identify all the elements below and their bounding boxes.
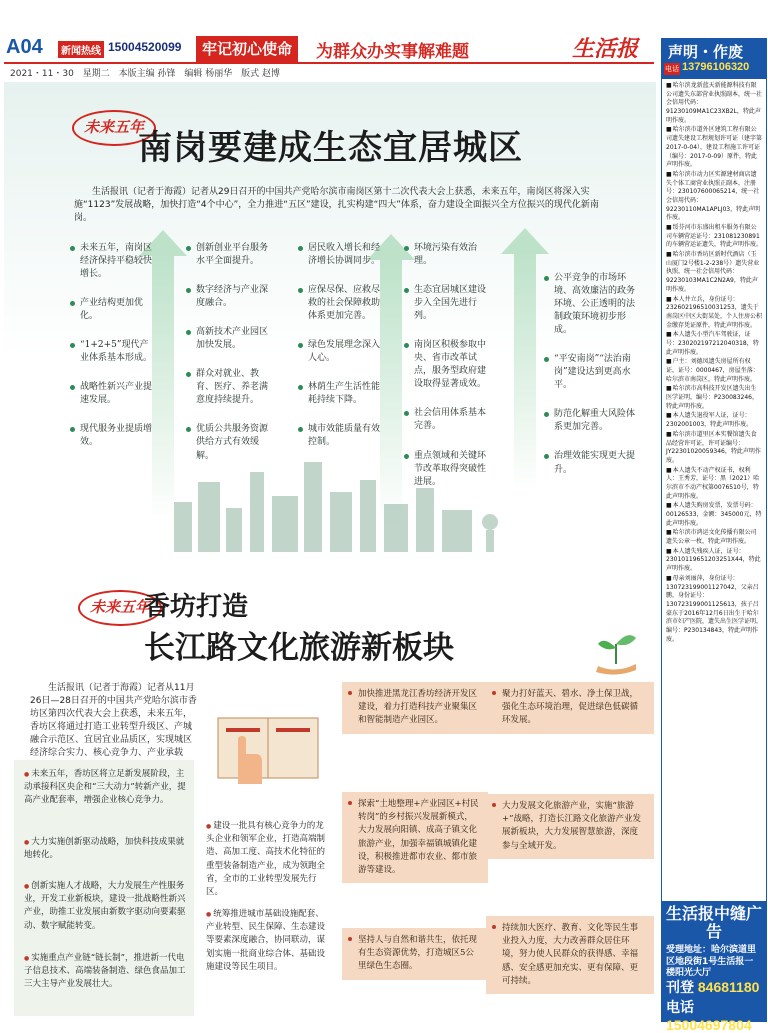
goal-item: 应保尽保、应救尽救的社会保障救助体系更加完善。 — [298, 284, 380, 323]
goal-item: 防范化解重大风险体系更加完善。 — [544, 408, 640, 434]
future-five-years-tag: 未来五年 — [72, 110, 156, 146]
plan-card-text: 坚持人与自然和谐共生，依托现有生态资源优势，打造城区5公里绿色生态圈。 — [358, 935, 478, 972]
notice-item: ■ 本人遗失残疾人证，证号：23010119651203251X44，特此声明作废。 — [666, 548, 762, 574]
goals-column-4 — [404, 242, 492, 505]
goal-item: 居民收入增长和经济增长协调同步。 — [298, 242, 380, 268]
goal-item: 社会信用体系基本完善。 — [404, 407, 492, 433]
goal-item: 生态宜居城区建设步入全国先进行列。 — [404, 284, 492, 323]
headline-xiangfang-line1: 香坊打造 — [144, 592, 249, 622]
slogan-right: 为群众办实事解难题 — [316, 42, 469, 62]
slogan-left: 牢记初心使命 — [196, 36, 298, 62]
goals-column-1 — [70, 242, 154, 466]
ad-phone-row — [666, 977, 759, 997]
notice-item: ■ 哈尔滨市鸿运文化传播有限公司遗失公章一枚，特此声明作废。 — [666, 529, 762, 546]
plan-item: ● 统筹推进城市基础设施配套、产业转型、民生保障、生态建设等要素深度融合，协同联动，谋划实施一批商业综合体、基础设施建设等民生项目。 — [206, 908, 332, 974]
notice-item: ■ 本人遗失退役军人证，证号：2302001003，特此声明作废。 — [666, 412, 762, 429]
goal-item: 环境污染有效治理。 — [404, 242, 492, 268]
newspaper-logo: 生活报 — [572, 36, 639, 62]
ad-phone: 84681180 — [697, 979, 760, 995]
goal-item: 战略性新兴产业提速发展。 — [70, 381, 154, 407]
plan-card — [342, 682, 488, 734]
dateline — [10, 66, 286, 79]
plan-card — [486, 682, 654, 734]
goal-item: 创新创业平台服务水平全面提升。 — [186, 242, 274, 268]
plan-card — [486, 794, 654, 859]
chief-editor: 本版主编 孙锋 — [118, 69, 176, 79]
ad-phone: 15004697804 — [666, 1017, 752, 1033]
goal-item: 群众对就业、教育、医疗、养老满意度持续提升。 — [186, 368, 274, 407]
plan-card — [342, 928, 488, 980]
classified-notices-column — [661, 38, 767, 1033]
goal-item: 治理效能实现更大提升。 — [544, 450, 640, 476]
notice-item: ■ 哈尔滨市道里区本实餐馆遗失食品经营许可证，许可证编号：JY22301020059346，特此声明作废。 — [666, 431, 762, 466]
goal-item: 重点领域和关键环节改革取得突破性进展。 — [404, 450, 492, 489]
plan-card — [486, 916, 654, 994]
plan-card — [342, 792, 488, 883]
goal-item: 城市效能质量有效控制。 — [298, 423, 380, 449]
lede-nangang: 生活报讯（记者于海霞）记者从29日召开的中国共产党哈尔滨市南岗区第十二次代表大会上获悉，未来五年，南岗区将深入实施“1123”发展战略，加快打造“4个中心”，全力推进“五区”建设，扎实构建“四大”体系，奋力建设全面振兴全方位振兴的现代化新南岗。 — [74, 187, 599, 224]
issue-date: 2021・11・30 — [10, 69, 74, 79]
goals-column-3 — [298, 242, 380, 466]
notice-item: ■ 本人遗失小型汽车驾驶证，证号：230202197212040318，特此声明作废。 — [666, 331, 762, 357]
notice-item: ■ 哈尔滨市动力区实源建材商店遗失个体工商营业执照正副本，注册号：230107600065214，统一社会信用代码：92230110MA1APLJ03，特此声明作废。 — [666, 171, 762, 223]
plan-item: ● 建设一批具有核心竞争力的龙头企业和领军企业，打造高端制造、高加工度、高技术化特征的重型装备制造产业，成为领跑全省，全市的工业转型发展先行区。 — [206, 820, 332, 899]
header-divider — [4, 62, 654, 64]
plan-card-text: 聚力打好蓝天、碧水、净土保卫战，强化生态环境治理，促进绿色低碳循环发展。 — [502, 689, 639, 726]
goal-item: 现代服务业提质增效。 — [70, 423, 154, 449]
notice-item: ■ 哈尔滨市高科技开发区遗失出生医学证明，编号：P230083246，特此声明作废。 — [666, 385, 762, 411]
goal-item: 优质公共服务资源供给方式有效缓解。 — [186, 423, 274, 462]
notice-item: ■ 哈尔滨龙新蓝天新能源科技有限公司遗失东部营业执照副本，统一社会信用代码：91230109MA1C23XB2L，特此声明作废。 — [666, 82, 762, 125]
notice-item: ■ 户主：刘德凤遗失房屋所有权证，证号：0000467，房屋坐落：哈尔滨市南岗区，特此声明作废。 — [666, 358, 762, 384]
goal-item: 绿色发展理念深入人心。 — [298, 339, 380, 365]
editor: 编辑 杨丽华 — [184, 69, 233, 79]
book-hand-illustration — [208, 688, 328, 798]
plan-card-text: 探索“土地整理+产业园区+村民转岗”的乡村振兴发展新模式，大力发展向阳镇、成高子镇文化旅游产业，加强幸福镇城镇化建设，积极推进都市农业、都市旅游等建设。 — [358, 799, 479, 875]
classified-ad-box — [662, 901, 766, 1033]
goal-item: “平安南岗”“法治南岗”建设达到更高水平。 — [544, 353, 640, 392]
notice-item: ■ 本人遗失不动产权证书，权利人：王秀芳，证号：黑（2021）哈尔滨市不动产权第0076510号，特此声明作废。 — [666, 467, 762, 502]
goal-item: 公平竞争的市场环境、高效廉洁的政务环境、公正透明的法制政策环境初步形成。 — [544, 272, 640, 337]
goals-column-5 — [544, 272, 640, 493]
goal-item: 产业结构更加优化。 — [70, 297, 154, 323]
issue-weekday: 星期二 — [82, 69, 110, 79]
goal-item: 南岗区积极参取中央、省市改革试点，服务型政府建设取得显著成效。 — [404, 339, 492, 391]
plan-item: ● 实施重点产业链“链长制”，推进新一代电子信息技术、高端装备制造、绿色食品加工三大主导产业发展壮大。 — [24, 952, 188, 992]
classified-tel: 13796106320 — [682, 61, 750, 73]
classified-tel-label: 电话 — [665, 65, 679, 73]
notice-item: ■ 绥芬河市东盛出租车服务有限公司车辆营运证号：231081230891的车辆营运证遗失，特此声明作废。 — [666, 224, 762, 250]
headline-xiangfang-line2: 长江路文化旅游新板块 — [144, 630, 454, 666]
plan-card-text: 持续加大医疗、教育、文化等民生事业投入力度，大力改善群众居住环境，努力使人民群众的获得感、幸福感、安全感更加充实、更有保障、更可持续。 — [502, 923, 639, 986]
ad-phone-row — [666, 997, 766, 1033]
goal-item: “1+2+5”现代产业体系基本形成。 — [70, 339, 154, 365]
plan-item: ● 创新实施人才战略，大力发展生产性服务业，开发工业新板块，建设一批战略性新兴产业，助推工业发展由新数字驱动向要素驱动、数字赋能转变。 — [24, 880, 188, 933]
goal-item: 林荫生产生活性能耗持续下降。 — [298, 381, 380, 407]
page-number: A04 — [6, 36, 43, 58]
hotline-number: 15004520099 — [108, 40, 182, 54]
notice-item: ■ 哈尔滨市道外区建筑工程有限公司遗失建设工程规划许可证（建字第2017-0-04），建设工程施工许可证（编号：2017-0-09）原件，特此声明作废。 — [666, 126, 762, 169]
lede-xiangfang: 生活报讯（记者于海霞）记者从11月26日—28日召开的中国共产党哈尔滨市香坊区第四次代表大会上获悉，未来五年，香坊区将通过打造工业转型升级区、产城融合示范区、宜居宜业品质区，实现城区经济综合实力、核心竞争力、产业承载 — [30, 683, 197, 759]
notice-list — [662, 79, 766, 905]
future-five-years-tag: 未来五年 — [78, 590, 162, 626]
notice-item: ■ 哈尔滨市香坊区新时代酒店（玉山厦门2号楼1-2-238号）遗失营业执照，统一社会信用代码：92230103MA1C2N2A9，特此声明作废。 — [666, 251, 762, 294]
plan-card-text: 大力发展文化旅游产业，实施“旅游+”战略，打造长江路文化旅游产业发展新板块，大力发展智慧旅游，深度参与全域开发。 — [502, 801, 641, 851]
hotline-label: 新闻热线 — [58, 41, 104, 58]
classified-header — [662, 39, 766, 79]
article-nangang — [4, 82, 656, 582]
ad-title: 生活报中缝广告 — [666, 904, 763, 941]
sprout-hand-icon — [588, 626, 644, 676]
ad-phone-label: 电话 — [666, 999, 694, 1015]
plan-item: ● 未来五年，香坊区将立足新发展阶段，主动承接科区央企和“三大动力”转新产业，提高产业配套率，增强企业核心竞争力。 — [24, 768, 188, 808]
notice-item: ■ 本人遗失购房发票，发票号码：00126533，金额：345000元，特此声明作废。 — [666, 502, 762, 528]
designer: 版式 赵博 — [241, 69, 280, 79]
goal-item: 高新技术产业园区加快发展。 — [186, 326, 274, 352]
goal-item: 数字经济与产业深度融合。 — [186, 284, 274, 310]
headline-nangang: 南岗要建成生态宜居城区 — [138, 128, 523, 168]
notice-item: ■ 母亲刘丽萍，身份证号：130723199001127042，父亲吕鹏，身份证号：130723199001125613，孩子吕豪东于2016年12月6日出生于哈尔滨市妇产医院，遗失出生医学证明，编号：P230134843，特此声明作废。 — [666, 575, 762, 645]
goal-item: 未来五年，南岗区经济保持平稳较快增长。 — [70, 242, 154, 281]
plan-item: ● 大力实施创新驱动战略，加快科技成果就地转化。 — [24, 836, 188, 862]
classified-title: 声明・作废 — [668, 43, 744, 61]
ad-phone-label: 刊登 — [666, 979, 694, 995]
goals-column-2 — [186, 242, 274, 479]
plan-card-text: 加快推进黑龙江香坊经济开发区建设，着力打造科技产业聚集区和智能制造产业园区。 — [358, 689, 478, 726]
notice-item: ■ 本人井立兵，身份证号：232602196510031253，遗失于南岗区中区大街某处，个人住房公积金缴存凭证原件，特此声明作废。 — [666, 296, 762, 331]
ad-address: 受理地址：哈尔滨道里区地段街1号生活报一楼阳光大厅 — [666, 945, 757, 979]
